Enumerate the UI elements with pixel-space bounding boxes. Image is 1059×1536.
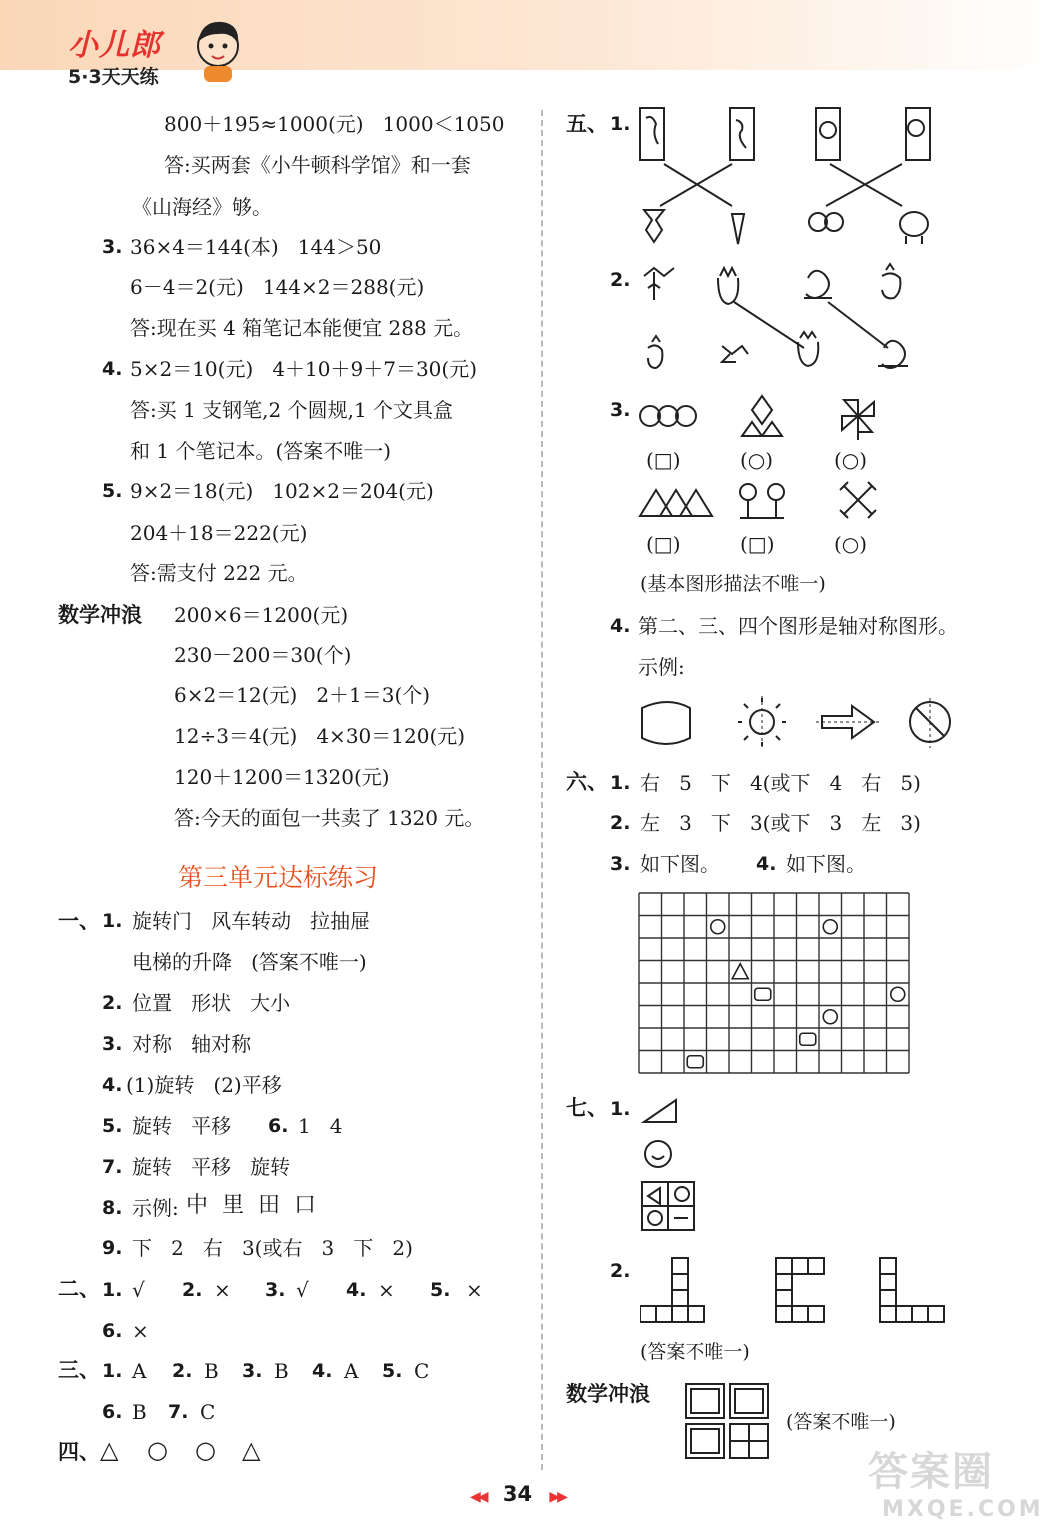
item-number: 9. [102, 1237, 123, 1259]
shape-answer: (○) [834, 448, 868, 472]
answer-line: 示例: [638, 655, 685, 679]
item-number: 2. [610, 1260, 631, 1282]
calc-line: 800＋195≈1000(元) 1000＜1050 [164, 112, 505, 136]
calc-line: 9×2＝18(元) 102×2＝204(元) [130, 479, 434, 503]
answer-line: 右 5 下 4(或下 4 右 5) [640, 771, 921, 795]
next-arrow-icon: ▶▶ [549, 1489, 565, 1505]
answer-line: 和 1 个笔记本。(答案不唯一) [130, 439, 392, 463]
calc-line: 36×4＝144(本) 144＞50 [130, 235, 382, 259]
item-number: 4. [102, 358, 123, 380]
answer-line: 示例: [132, 1196, 179, 1220]
answer-mark: × [132, 1319, 149, 1343]
answer-mark: × [214, 1278, 231, 1302]
item-number: 2. [610, 812, 631, 834]
item-number: 1. [610, 772, 631, 794]
note: (基本图形描法不唯一) [640, 573, 826, 595]
item-number: 1. [102, 1279, 123, 1301]
item-number: 1. [102, 910, 123, 932]
chick-icon [823, 920, 837, 934]
answer-line: 左 3 下 3(或下 3 左 3) [640, 811, 921, 835]
chick-icon [823, 1010, 837, 1024]
answer-line: 位置 形状 大小 [132, 991, 291, 1015]
shoe-icon [755, 988, 771, 1000]
calc-line: 6×2＝12(元) 2＋1＝3(个) [174, 683, 431, 707]
calc-line: 6－4＝2(元) 144×2＝288(元) [130, 275, 425, 299]
answer-line: 下 2 右 3(或右 3 下 2) [132, 1236, 413, 1260]
answer-choice: B [132, 1400, 147, 1424]
item-number: 3. [265, 1279, 286, 1301]
answer-choice: A [132, 1359, 147, 1383]
section-label: 三、 [58, 1358, 100, 1382]
symmetry-examples [636, 696, 956, 752]
item-number: 7. [102, 1156, 123, 1178]
item-number: 4. [756, 853, 777, 875]
triangle-icon: △ [100, 1436, 119, 1464]
answer-line: 答:今天的面包一共卖了 1320 元。 [174, 806, 485, 830]
answer-line: 旋转门 风车转动 拉抽屉 [132, 909, 371, 933]
item-number: 7. [168, 1401, 189, 1423]
triangle-icon: △ [242, 1436, 261, 1464]
answer-choice: B [274, 1359, 289, 1383]
answer-line: 1 4 [298, 1114, 343, 1138]
item-number: 3. [610, 853, 631, 875]
item-number: 5. [430, 1279, 451, 1301]
item-number: 4. [102, 1074, 123, 1096]
section-label: 数学冲浪 [566, 1382, 650, 1406]
answer-line: 旋转 平移 [132, 1114, 232, 1138]
section-label: 七、 [566, 1096, 608, 1120]
item-number: 2. [102, 992, 123, 1014]
item-number: 6. [268, 1115, 289, 1137]
calc-line: 204＋18＝222(元) [130, 521, 308, 545]
answer-line: 对称 轴对称 [132, 1032, 252, 1056]
answer-mark: √ [132, 1278, 145, 1302]
answer-choice: A [344, 1359, 359, 1383]
item-number: 3. [610, 399, 631, 421]
brand-subtitle: 5·3天天练 [68, 66, 159, 88]
item-number: 6. [102, 1320, 123, 1342]
unit-title: 第三单元达标练习 [178, 863, 379, 892]
item-number: 1. [610, 113, 631, 135]
item-number: 1. [102, 1360, 123, 1382]
answer-line: 《山海经》够。 [132, 195, 272, 219]
watermark-text: 答案圈 [868, 1449, 994, 1495]
prev-arrow-icon: ◀◀ [470, 1489, 486, 1505]
item-number: 8. [102, 1197, 123, 1219]
answer-line: 如下图。 [786, 852, 866, 876]
shape-answer: (□) [740, 532, 775, 556]
item-number: 1. [610, 1098, 631, 1120]
item-number: 5. [382, 1360, 403, 1382]
item-number: 4. [312, 1360, 333, 1382]
section-label: 一、 [58, 909, 100, 933]
answer-line: 答:现在买 4 箱笔记本能便宜 288 元。 [130, 316, 474, 340]
answer-line: 答:买两套《小牛顿科学馆》和一套 [164, 153, 471, 177]
answer-choice: C [200, 1400, 216, 1424]
calc-line: 12÷3＝4(元) 4×30＝120(元) [174, 724, 466, 748]
page-number-text: 34 [502, 1482, 533, 1506]
section-label: 四、 [58, 1440, 100, 1464]
item-number: 3. [242, 1360, 263, 1382]
note: (答案不唯一) [640, 1341, 750, 1363]
item-number: 2. [172, 1360, 193, 1382]
grid-lines [639, 893, 909, 1073]
answer-line: 电梯的升降 (答案不唯一) [132, 950, 367, 974]
item-number: 6. [102, 1401, 123, 1423]
section-label: 数学冲浪 [58, 603, 142, 627]
rotation-figures [640, 1096, 704, 1236]
stick-puzzle-figure [682, 1380, 774, 1462]
brand-name: 小儿郎 [68, 28, 161, 63]
item-number: 2. [182, 1279, 203, 1301]
item-number: 4. [346, 1279, 367, 1301]
item-number: 4. [610, 615, 631, 637]
item-number: 5. [102, 480, 123, 502]
answer-line: 答:需支付 222 元。 [130, 561, 308, 585]
cat-face-icon [800, 1033, 816, 1045]
answer-line: (1)旋转 (2)平移 [126, 1073, 282, 1097]
circle-icon: ○ [147, 1436, 168, 1464]
answer-mark: × [378, 1278, 395, 1302]
section-label: 五、 [566, 112, 608, 136]
calc-line: 230－200＝30(个) [174, 643, 352, 667]
circle-icon: ○ [195, 1436, 216, 1464]
answer-choice: C [414, 1359, 430, 1383]
item-number: 3. [102, 1033, 123, 1055]
answer-mark: √ [296, 1278, 309, 1302]
triangle-icon [732, 964, 748, 979]
cartoon-boy-icon [188, 14, 248, 84]
shape-answer: (○) [740, 448, 774, 472]
answer-line: 如下图。 [640, 852, 720, 876]
shape-answer: (□) [646, 448, 681, 472]
cat-icon [687, 1056, 703, 1068]
calc-line: 200×6＝1200(元) [174, 603, 349, 627]
answer-line: 第二、三、四个图形是轴对称图形。 [638, 614, 958, 638]
answer-choice: B [204, 1359, 219, 1383]
item-number: 3. [102, 236, 123, 258]
answer-mark: × [466, 1278, 483, 1302]
page-number [470, 1482, 565, 1506]
section-label: 二、 [58, 1277, 100, 1301]
watermark [868, 1440, 1044, 1522]
brand-logo [68, 20, 161, 89]
block-figures [640, 1252, 950, 1324]
circle-icon [891, 987, 905, 1001]
position-grid [638, 892, 910, 1074]
section-label: 六、 [566, 770, 608, 794]
calc-line: 120＋1200＝1320(元) [174, 765, 390, 789]
item-number: 5. [102, 1115, 123, 1137]
shape-answer: (□) [646, 532, 681, 556]
example-characters: 中 里 田 口 [186, 1193, 316, 1218]
answer-line: 旋转 平移 旋转 [132, 1155, 291, 1179]
note: (答案不唯一) [786, 1411, 896, 1433]
shape-answer: (○) [834, 532, 868, 556]
matching-figure-2 [638, 262, 928, 378]
column-divider [541, 110, 543, 1470]
watermark-url: MXQE.COM [882, 1497, 1044, 1522]
item-number: 2. [610, 269, 631, 291]
answer-line: 答:买 1 支钢笔,2 个圆规,1 个文具盒 [130, 398, 454, 422]
calc-line: 5×2＝10(元) 4＋10＋9＋7＝30(元) [130, 357, 478, 381]
matching-figure-1 [636, 106, 936, 246]
smiley-icon [711, 920, 725, 934]
